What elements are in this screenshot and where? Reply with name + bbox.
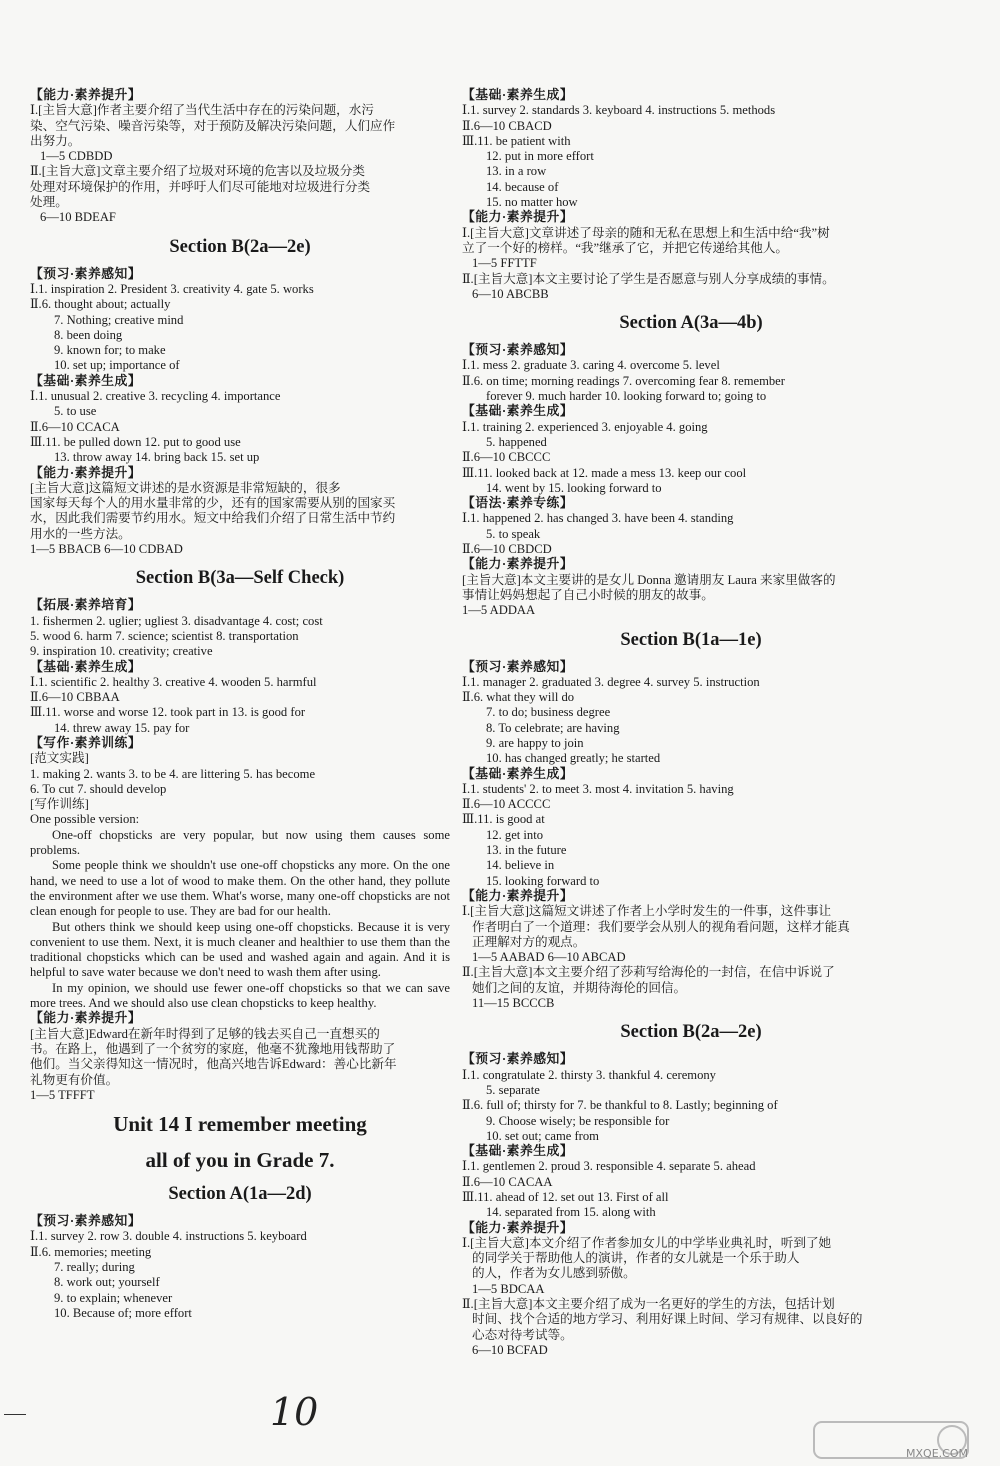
- subsection-label: 【预习·素养感知】: [462, 659, 574, 674]
- answer-line: Ⅰ.[主旨大意]作者主要介绍了当代生活中存在的污染问题，水污: [30, 103, 374, 118]
- answer-line: 事情让妈妈想起了自己小时候的朋友的故事。: [462, 587, 714, 602]
- answer-line: 处理。: [30, 195, 68, 210]
- answer-line: Ⅱ.6—10 CBDCD: [462, 542, 552, 557]
- answer-line: 1—5 CDBDD: [40, 149, 113, 164]
- answer-line: 13. in the future: [486, 843, 567, 858]
- answer-line: 14. threw away 15. pay for: [54, 720, 190, 735]
- section-heading: Section A(3a—4b): [619, 313, 763, 334]
- answer-line: 5. wood 6. harm 7. science; scientist 8. transportation: [30, 628, 299, 643]
- answer-line: 6—10 BCFAD: [472, 1342, 548, 1357]
- subsection-label: 【能力·素养提升】: [30, 1011, 142, 1026]
- answer-line: 8. been doing: [54, 327, 123, 342]
- subsection-label: 【能力·素养提升】: [462, 557, 574, 572]
- answer-line: 6—10 BDEAF: [40, 210, 116, 225]
- answer-line: Ⅱ.6—10 CBACD: [462, 118, 552, 133]
- answer-line: 6. To cut 7. should develop: [30, 781, 167, 796]
- answer-line: Ⅱ.6. on time; morning readings 7. overcoming fear 8. remember: [462, 373, 785, 388]
- subsection-label: 【预习·素养感知】: [462, 343, 574, 358]
- answer-line: Ⅰ.1. congratulate 2. thirsty 3. thankful 4. ceremony: [462, 1067, 716, 1082]
- answer-line: 10. set out; came from: [486, 1128, 599, 1143]
- subsection-label: 【能力·素养提升】: [462, 1220, 574, 1235]
- answer-line: Ⅰ.1. inspiration 2. President 3. creativity 4. gate 5. works: [30, 281, 314, 296]
- page-number: 10: [270, 1390, 319, 1434]
- answer-line: [写作训练]: [30, 797, 89, 812]
- answer-line: 10. Because of; more effort: [54, 1305, 192, 1320]
- answer-line: 10. has changed greatly; he started: [486, 751, 661, 766]
- answer-line: Ⅰ.1. happened 2. has changed 3. have been 4. standing: [462, 511, 734, 526]
- subsection-label: 【写作·素养训练】: [30, 735, 142, 750]
- answer-line: 1. fishermen 2. uglier; ugliest 3. disadvantage 4. cost; cost: [30, 613, 323, 628]
- answer-line: Ⅰ.1. mess 2. graduate 3. caring 4. overcome 5. level: [462, 358, 720, 373]
- answer-line: 14. separated from 15. along with: [486, 1205, 656, 1220]
- subsection-label: 【语法·素养专练】: [462, 496, 574, 511]
- subsection-label: 【能力·素养提升】: [462, 210, 574, 225]
- answer-line: 14. because of: [486, 179, 559, 194]
- answer-line: Ⅱ.6. what they will do: [462, 690, 575, 705]
- answer-line: 9. known for; to make: [54, 343, 166, 358]
- answer-line: 11—15 BCCCB: [472, 996, 555, 1011]
- unit-title: all of you in Grade 7.: [145, 1148, 335, 1173]
- answer-line: 9. are happy to join: [486, 735, 584, 750]
- answer-line: 1—5 BDCAA: [472, 1281, 545, 1296]
- answer-line: 她们之间的友谊，并期待海伦的回信。: [472, 980, 687, 995]
- footer-rule: [4, 1414, 26, 1415]
- answer-line: 10. set up; importance of: [54, 358, 180, 373]
- subsection-label: 【基础·素养生成】: [30, 373, 142, 388]
- answer-line: Ⅱ.[主旨大意]文章主要介绍了垃圾对环境的危害以及垃圾分类: [30, 164, 365, 179]
- answer-line: Ⅱ.6—10 ACCCC: [462, 797, 551, 812]
- answer-line: 9. inspiration 10. creativity; creative: [30, 644, 213, 659]
- answer-line: 14. believe in: [486, 858, 555, 873]
- answer-line: Ⅱ.6. thought about; actually: [30, 297, 171, 312]
- answer-line: Ⅰ.1. gentlemen 2. proud 3. responsible 4. separate 5. ahead: [462, 1159, 756, 1174]
- answer-line: 5. happened: [486, 434, 547, 449]
- answer-line: 15. looking forward to: [486, 873, 600, 888]
- subsection-label: 【预习·素养感知】: [30, 266, 142, 281]
- answer-line: 作者明白了一个道理：我们要学会从别人的视角看问题，这样才能真: [472, 919, 850, 934]
- answer-line: 12. get into: [486, 827, 544, 842]
- watermark-site: MXQE.COM: [906, 1447, 968, 1460]
- subsection-label: 【预习·素养感知】: [462, 1052, 574, 1067]
- answer-line: 7. Nothing; creative mind: [54, 312, 184, 327]
- answer-line: 1—5 AABAD 6—10 ABCAD: [472, 950, 626, 965]
- answer-line: 6—10 ABCBB: [472, 286, 549, 301]
- subsection-label: 【基础·素养生成】: [30, 659, 142, 674]
- answer-line: 13. in a row: [486, 164, 547, 179]
- answer-line: Ⅱ.6. memories; meeting: [30, 1244, 152, 1259]
- answer-line: Ⅰ.1. manager 2. graduated 3. degree 4. survey 5. instruction: [462, 674, 760, 689]
- essay-paragraph: Some people think we shouldn't use one-off chopsticks any more. On the one hand, we need to use a lot of wood to make them. On the other hand, they pollute the environment after we use them. What's worse, many one-off chopsticks are not clean enough for people to use. They are bad for our health.: [30, 858, 450, 919]
- subsection-label: 【能力·素养提升】: [30, 465, 142, 480]
- answer-line: 心态对待考试等。: [472, 1327, 573, 1342]
- answer-line: 水，因此我们需要节约用水。短文中给我们介绍了日常生活中节约: [30, 511, 396, 526]
- subsection-label: 【基础·素养生成】: [462, 1144, 574, 1159]
- answer-line: Ⅰ.1. survey 2. standards 3. keyboard 4. instructions 5. methods: [462, 103, 776, 118]
- right-column: [462, 88, 920, 1358]
- essay-paragraph: One-off chopsticks are very popular, but now using them causes some problems.: [30, 827, 450, 858]
- answer-line: 7. to do; business degree: [486, 705, 611, 720]
- answer-line: Ⅲ.11. is good at: [462, 812, 545, 827]
- subsection-label: 【预习·素养感知】: [30, 1214, 142, 1229]
- subsection-label: 【能力·素养提升】: [462, 888, 574, 903]
- answer-line: [主旨大意]Edward在新年时得到了足够的钱去买自己一直想买的: [30, 1026, 380, 1041]
- answer-line: Ⅰ.1. students' 2. to meet 3. most 4. invitation 5. having: [462, 781, 734, 796]
- answer-line: Ⅲ.11. be patient with: [462, 133, 571, 148]
- answer-line: 9. Choose wisely; be responsible for: [486, 1113, 670, 1128]
- answer-line: Ⅲ.11. be pulled down 12. put to good use: [30, 434, 241, 449]
- section-heading: Section B(2a—2e): [620, 1022, 762, 1043]
- answer-line: 1—5 TFFFT: [30, 1087, 95, 1102]
- answer-line: Ⅰ.1. survey 2. row 3. double 4. instructions 5. keyboard: [30, 1229, 307, 1244]
- subsection-label: 【基础·素养生成】: [462, 404, 574, 419]
- answer-line: 8. To celebrate; are having: [486, 720, 620, 735]
- answer-line: Ⅰ.1. training 2. experienced 3. enjoyable 4. going: [462, 419, 708, 434]
- answer-line: 1. making 2. wants 3. to be 4. are littering 5. has become: [30, 766, 316, 781]
- answer-line: Ⅱ.6—10 CBCCC: [462, 450, 551, 465]
- answer-line: 的同学关于帮助他人的演讲，作者的女儿就是一个乐于助人: [472, 1251, 800, 1266]
- answer-line: 正理解对方的观点。: [472, 934, 586, 949]
- answer-line: 9. to explain; whenever: [54, 1290, 173, 1305]
- answer-line: 8. work out; yourself: [54, 1275, 160, 1290]
- answer-line: 5. to use: [54, 404, 97, 419]
- answer-line: 5. separate: [486, 1082, 540, 1097]
- answer-line: 13. throw away 14. bring back 15. set up: [54, 450, 260, 465]
- answer-line: 出努力。: [30, 133, 81, 148]
- answer-line: 12. put in more effort: [486, 149, 594, 164]
- answer-line: 15. no matter how: [486, 195, 578, 210]
- answer-line: [范文实践]: [30, 751, 89, 766]
- answer-line: 1—5 ADDAA: [462, 603, 536, 618]
- answer-line: Ⅱ.[主旨大意]本文主要讨论了学生是否愿意与别人分享成绩的事情。: [462, 271, 835, 286]
- answer-line: Ⅰ.1. unusual 2. creative 3. recycling 4. importance: [30, 389, 281, 404]
- answer-line: Ⅱ.[主旨大意]本文主要介绍了成为一名更好的学生的方法，包括计划: [462, 1297, 835, 1312]
- answer-line: Ⅱ.6—10 CCACA: [30, 419, 120, 434]
- section-heading: Section B(2a—2e): [169, 236, 311, 257]
- left-column: [30, 88, 450, 1321]
- answer-line: [主旨大意]这篇短文讲述的是水资源是非常短缺的，很多: [30, 480, 341, 495]
- answer-line: One possible version:: [30, 812, 140, 827]
- answer-line: 用水的一些方法。: [30, 526, 131, 541]
- section-heading: Section B(3a—Self Check): [135, 568, 345, 589]
- essay-paragraph: In my opinion, we should use fewer one-off chopsticks so that we can save more trees. And we should also use clean chopsticks to keep healthy.: [30, 980, 450, 1011]
- answer-line: forever 9. much harder 10. looking forward to; going to: [486, 389, 767, 404]
- answer-line: Ⅲ.11. worse and worse 12. took part in 13. is good for: [30, 705, 306, 720]
- answer-line: 的人，作者为女儿感到骄傲。: [472, 1266, 636, 1281]
- answer-line: 国家每天每个人的用水量非常的少，还有的国家需要从别的国家买: [30, 496, 396, 511]
- unit-title: Unit 14 I remember meeting: [113, 1112, 367, 1137]
- answer-line: Ⅱ.6—10 CACAA: [462, 1174, 553, 1189]
- answer-line: [主旨大意]本文主要讲的是女儿 Donna 邀请朋友 Laura 来家里做客的: [462, 572, 836, 587]
- answer-line: Ⅰ.[主旨大意]这篇短文讲述了作者上小学时发生的一件事，这件事让: [462, 904, 832, 919]
- answer-line: 7. really; during: [54, 1260, 135, 1274]
- answer-line: Ⅰ.[主旨大意]文章讲述了母亲的随和无私在思想上和生活中给“我”树: [462, 225, 830, 240]
- answer-line: Ⅰ.1. scientific 2. healthy 3. creative 4. wooden 5. harmful: [30, 674, 317, 689]
- answer-line: 他们。当父亲得知这一情况时，他高兴地告诉Edward：善心比新年: [30, 1057, 397, 1072]
- answer-line: 染、空气污染、噪音污染等，对于预防及解决污染问题，人们应作: [30, 118, 396, 133]
- subsection-label: 【拓展·素养培育】: [30, 598, 142, 613]
- subsection-label: 【能力·素养提升】: [30, 88, 142, 102]
- answer-line: 礼物更有价值。: [30, 1072, 119, 1087]
- answer-line: 书。在路上，他遇到了一个贫穷的家庭，他毫不犹豫地用钱帮助了: [30, 1041, 396, 1056]
- answer-line: Ⅲ.11. ahead of 12. set out 13. First of all: [462, 1190, 669, 1204]
- answer-line: 14. went by 15. looking forward to: [486, 480, 662, 495]
- answer-line: Ⅰ.[主旨大意]本文介绍了作者参加女儿的中学毕业典礼时，听到了她: [462, 1235, 832, 1250]
- answer-line: 5. to speak: [486, 526, 541, 541]
- answer-line: 1—5 BBACB 6—10 CDBAD: [30, 542, 183, 557]
- answer-line: 时间、找个合适的地方学习、利用好课上时间、学习有规律、以良好的: [472, 1312, 863, 1327]
- answer-line: Ⅱ.[主旨大意]本文主要介绍了莎莉写给海伦的一封信，在信中诉说了: [462, 965, 835, 980]
- essay-paragraph: But others think we should keep using one-off chopsticks. Because it is very convenient to use them. Next, it is much cleaner and healthier to use them than the traditional chopsticks which can be used and washed again and again. And it is helpful to save water because we don't need to wash them after using.: [30, 919, 450, 980]
- answer-line: 1—5 FFTTF: [472, 256, 537, 271]
- section-heading: Section A(1a—2d): [168, 1184, 312, 1205]
- subsection-label: 【基础·素养生成】: [462, 88, 574, 102]
- subsection-label: 【基础·素养生成】: [462, 766, 574, 781]
- answer-line: Ⅱ.6—10 CBBAA: [30, 690, 120, 705]
- answer-line: Ⅲ.11. looked back at 12. made a mess 13. keep our cool: [462, 465, 747, 480]
- answer-line: Ⅱ.6. full of; thirsty for 7. be thankful to 8. Lastly; beginning of: [462, 1098, 778, 1113]
- answer-line: 立了一个好的榜样。“我”继承了它，并把它传递给其他人。: [462, 240, 789, 255]
- section-heading: Section B(1a—1e): [620, 629, 762, 650]
- answer-line: 处理对环境保护的作用，并呼吁人们尽可能地对垃圾进行分类: [30, 179, 371, 194]
